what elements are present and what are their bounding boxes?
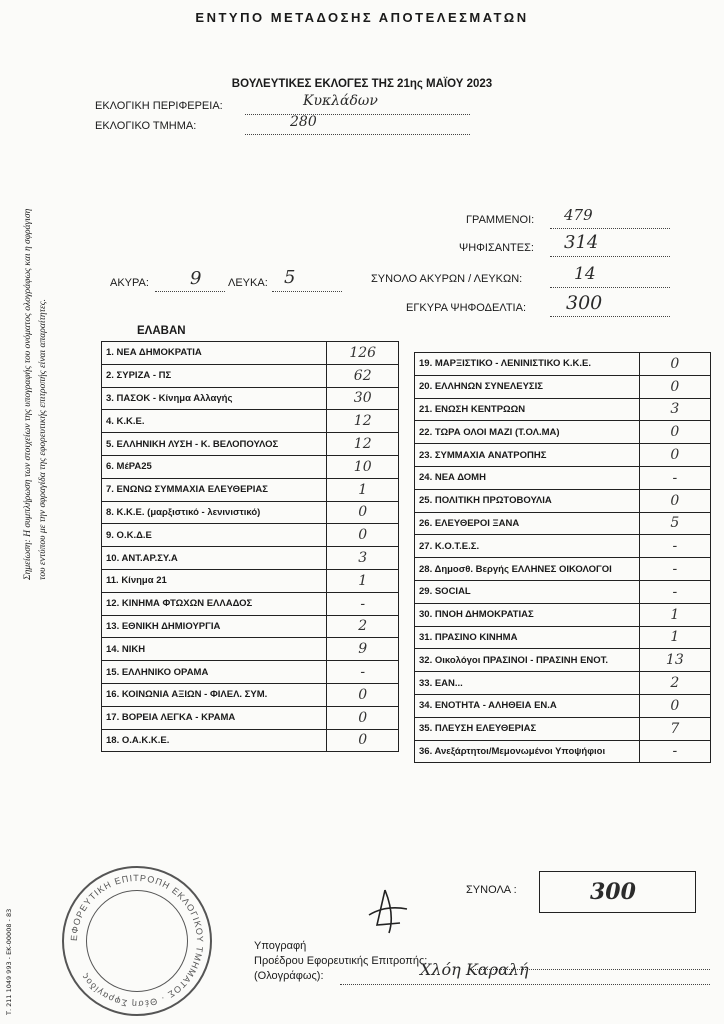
party-name: 3. ΠΑΣΟΚ - Κίνημα Αλλαγής	[102, 387, 327, 410]
stamp-text-ring	[64, 868, 210, 1014]
invalid-blank-total-value: 14	[574, 264, 596, 284]
region-field	[245, 93, 470, 115]
party-name: 4. Κ.Κ.Ε.	[102, 410, 327, 433]
section-value: 280	[290, 114, 317, 130]
handwritten-name: Χλόη Καραλή	[420, 960, 529, 979]
party-row	[102, 501, 399, 524]
party-votes: 9	[327, 638, 399, 661]
election-subtitle: ΒΟΥΛΕΥΤΙΚΕΣ ΕΚΛΟΓΕΣ ΤΗΣ 21ης ΜΑΪΟΥ 2023	[231, 78, 493, 90]
party-row	[102, 342, 399, 365]
party-name: 36. Ανεξάρτητοι/Μεμονωμένοι Υποψήφιοι	[415, 740, 640, 763]
party-name: 35. ΠΛΕΥΣΗ ΕΛΕΥΘΕΡΙΑΣ	[415, 717, 640, 740]
party-votes: -	[639, 740, 710, 763]
party-votes: 3	[327, 547, 399, 570]
invalid-value: 9	[190, 268, 202, 289]
party-votes: 1	[639, 603, 710, 626]
party-votes: 2	[327, 615, 399, 638]
party-row	[415, 444, 711, 467]
party-votes: 13	[639, 649, 710, 672]
signature-president-label: Προέδρου Εφορευτικής Επιτροπής:	[254, 955, 428, 967]
party-votes: 0	[327, 524, 399, 547]
form-title: ΕΝΤΥΠΟ ΜΕΤΑΔΟΣΗΣ ΑΠΟΤΕΛΕΣΜΑΤΩΝ	[195, 10, 529, 25]
party-row	[102, 524, 399, 547]
party-votes: 7	[639, 717, 710, 740]
party-votes: 12	[327, 433, 399, 456]
party-row	[102, 410, 399, 433]
party-votes: 62	[327, 364, 399, 387]
party-name: 22. ΤΩΡΑ ΟΛΟΙ ΜΑΖΙ (Τ.ΟΛ.ΜΑ)	[415, 421, 640, 444]
party-row	[102, 638, 399, 661]
party-votes: 0	[327, 706, 399, 729]
registered-label: ΓΡΑΜΜΕΝΟΙ:	[466, 214, 535, 226]
signature-written-label: (Ολογράφως):	[254, 970, 324, 982]
party-votes: 0	[639, 444, 710, 467]
party-name: 24. ΝΕΑ ΔΟΜΗ	[415, 466, 640, 489]
party-votes: 0	[327, 683, 399, 706]
results-table-left	[101, 341, 399, 752]
party-name: 8. Κ.Κ.Ε. (μαρξιστικό - λενινιστικό)	[102, 501, 327, 524]
party-name: 9. Ο.Κ.Δ.Ε	[102, 524, 327, 547]
party-votes: -	[327, 661, 399, 684]
party-row	[415, 489, 711, 512]
party-name: 25. ΠΟΛΙΤΙΚΗ ΠΡΩΤΟΒΟΥΛΙΑ	[415, 489, 640, 512]
party-row	[102, 592, 399, 615]
party-row	[415, 535, 711, 558]
party-row	[415, 717, 711, 740]
party-name: 27. Κ.Ο.Τ.Ε.Σ.	[415, 535, 640, 558]
party-name: 21. ΕΝΩΣΗ ΚΕΝΤΡΩΩΝ	[415, 398, 640, 421]
party-votes: 0	[327, 501, 399, 524]
party-votes: 0	[327, 729, 399, 752]
section-label: ΕΚΛΟΓΙΚΟ ΤΜΗΜΑ:	[95, 120, 197, 132]
party-name: 13. ΕΘΝΙΚΗ ΔΗΜΙΟΥΡΓΙΑ	[102, 615, 327, 638]
official-stamp	[62, 866, 212, 1016]
party-row	[102, 729, 399, 752]
valid-label: ΕΓΚΥΡΑ ΨΗΦΟΔΕΛΤΙΑ:	[406, 302, 526, 314]
party-row	[102, 706, 399, 729]
blank-label: ΛΕΥΚΑ:	[228, 277, 268, 289]
party-row	[415, 466, 711, 489]
party-name: 6. ΜέΡΑ25	[102, 455, 327, 478]
invalid-blank-total-label: ΣΥΝΟΛΟ ΑΚΥΡΩΝ / ΛΕΥΚΩΝ:	[371, 273, 523, 285]
party-row	[415, 603, 711, 626]
invalid-blank-total-field	[550, 264, 670, 288]
party-votes: 0	[639, 353, 710, 376]
received-heading: ΕΛΑΒΑΝ	[137, 325, 186, 337]
party-votes: 0	[639, 375, 710, 398]
party-votes: 0	[639, 421, 710, 444]
totals-label: ΣΥΝΟΛΑ :	[466, 884, 517, 896]
party-name: 17. ΒΟΡΕΙΑ ΛΕΓΚΑ - ΚΡΑΜΑ	[102, 706, 327, 729]
invalid-field	[155, 268, 225, 292]
side-note-line2: του εντύπου με την σφραγίδα της εφορευτικής επιτροπής είναι απαραίτητες.	[38, 299, 48, 580]
region-value: Κυκλάδων	[303, 93, 378, 109]
party-row	[102, 478, 399, 501]
party-votes: 1	[327, 569, 399, 592]
party-row	[415, 375, 711, 398]
party-row	[415, 740, 711, 763]
party-name: 28. Δημοσθ. Βεργής ΕΛΛΗΝΕΣ ΟΙΚΟΛΟΓΟΙ	[415, 558, 640, 581]
party-name: 12. ΚΙΝΗΜΑ ΦΤΩΧΩΝ ΕΛΛΑΔΟΣ	[102, 592, 327, 615]
party-votes: 1	[327, 478, 399, 501]
party-row	[102, 387, 399, 410]
party-name: 1. ΝΕΑ ΔΗΜΟΚΡΑΤΙΑ	[102, 342, 327, 365]
party-name: 33. ΕΑΝ...	[415, 672, 640, 695]
party-row	[415, 512, 711, 535]
blank-field	[272, 267, 342, 292]
voted-value: 314	[564, 232, 599, 253]
party-votes: 0	[639, 489, 710, 512]
blank-value: 5	[284, 267, 296, 288]
party-name: 2. ΣΥΡΙΖΑ - ΠΣ	[102, 364, 327, 387]
party-name: 7. ΕΝΩΝΩ ΣΥΜΜΑΧΙΑ ΕΛΕΥΘΕΡΙΑΣ	[102, 478, 327, 501]
party-votes: -	[639, 580, 710, 603]
party-name: 14. ΝΙΚΗ	[102, 638, 327, 661]
party-votes: 1	[639, 626, 710, 649]
party-row	[415, 558, 711, 581]
party-row	[102, 364, 399, 387]
party-votes: -	[327, 592, 399, 615]
region-label: ΕΚΛΟΓΙΚΗ ΠΕΡΙΦΕΡΕΙΑ:	[95, 100, 223, 112]
section-field	[245, 114, 470, 135]
party-name: 16. ΚΟΙΝΩΝΙΑ ΑΞΙΩΝ - ΦΙΛΕΛ. ΣΥΜ.	[102, 683, 327, 706]
totals-value: 300	[590, 879, 636, 905]
party-votes: 12	[327, 410, 399, 433]
party-votes: 0	[639, 694, 710, 717]
party-votes: -	[639, 466, 710, 489]
stamp-text: ΕΦΟΡΕΥΤΙΚΗ ΕΠΙΤΡΟΠΗ ΕΚΛΟΓΙΚΟΥ ΤΜΗΜΑΤΟΣ · Θέση Σφραγίδος	[68, 872, 206, 1010]
voted-label: ΨΗΦΙΣΑΝΤΕΣ:	[459, 242, 534, 254]
party-row	[415, 694, 711, 717]
party-votes: 10	[327, 455, 399, 478]
registered-field	[550, 206, 670, 229]
results-table-right	[414, 352, 711, 763]
valid-value: 300	[566, 292, 603, 314]
party-row	[415, 649, 711, 672]
invalid-label: ΑΚΥΡΑ:	[110, 277, 149, 289]
registered-value: 479	[564, 206, 593, 224]
party-row	[102, 661, 399, 684]
party-row	[415, 580, 711, 603]
party-row	[102, 547, 399, 570]
voted-field	[550, 232, 670, 257]
party-row	[415, 353, 711, 376]
party-name: 11. Κίνημα 21	[102, 569, 327, 592]
print-code: Τ. 211 1049 993 - ΕΚ-00008 - 83	[5, 908, 13, 1015]
side-note-line1: Σημείωση: Η συμπλήρωση των στοιχείων της υπογραφής του ονόματος ολογράφως και η σφράγιση	[23, 208, 33, 580]
party-row	[415, 626, 711, 649]
written-name-line	[340, 960, 710, 985]
party-votes: 2	[639, 672, 710, 695]
party-row	[415, 672, 711, 695]
signature-mark	[355, 885, 415, 945]
party-row	[102, 569, 399, 592]
party-row	[415, 398, 711, 421]
party-votes: -	[639, 558, 710, 581]
valid-field	[550, 292, 670, 317]
party-name: 29. SOCIAL	[415, 580, 640, 603]
party-name: 10. ΑΝΤ.ΑΡ.ΣΥ.Α	[102, 547, 327, 570]
party-votes: 126	[327, 342, 399, 365]
party-name: 34. ΕΝΟΤΗΤΑ - ΑΛΗΘΕΙΑ ΕΝ.Α	[415, 694, 640, 717]
party-name: 31. ΠΡΑΣΙΝΟ ΚΙΝΗΜΑ	[415, 626, 640, 649]
party-name: 20. ΕΛΛΗΝΩΝ ΣΥΝΕΛΕΥΣΙΣ	[415, 375, 640, 398]
party-name: 23. ΣΥΜΜΑΧΙΑ ΑΝΑΤΡΟΠΗΣ	[415, 444, 640, 467]
party-row	[102, 683, 399, 706]
party-row	[102, 433, 399, 456]
party-name: 32. Οικολόγοι ΠΡΑΣΙΝΟΙ - ΠΡΑΣΙΝΗ ΕΝΟΤ.	[415, 649, 640, 672]
party-votes: 3	[639, 398, 710, 421]
party-name: 19. ΜΑΡΞΙΣΤΙΚΟ - ΛΕΝΙΝΙΣΤΙΚΟ Κ.Κ.Ε.	[415, 353, 640, 376]
totals-box	[539, 871, 696, 913]
party-votes: 5	[639, 512, 710, 535]
party-name: 26. ΕΛΕΥΘΕΡΟΙ ΞΑΝΑ	[415, 512, 640, 535]
party-name: 30. ΠΝΟΗ ΔΗΜΟΚΡΑΤΙΑΣ	[415, 603, 640, 626]
party-name: 15. ΕΛΛΗΝΙΚΟ ΟΡΑΜΑ	[102, 661, 327, 684]
signature-label: Υπογραφή	[254, 940, 307, 952]
party-row	[102, 615, 399, 638]
svg-text:ΕΦΟΡΕΥΤΙΚΗ ΕΠΙΤΡΟΠΗ ΕΚΛΟΓΙΚΟΥ	[69, 873, 205, 1009]
party-votes: 30	[327, 387, 399, 410]
party-name: 5. ΕΛΛΗΝΙΚΗ ΛΥΣΗ - Κ. ΒΕΛΟΠΟΥΛΟΣ	[102, 433, 327, 456]
party-row	[102, 455, 399, 478]
party-row	[415, 421, 711, 444]
party-votes: -	[639, 535, 710, 558]
party-name: 18. Ο.Α.Κ.Κ.Ε.	[102, 729, 327, 752]
